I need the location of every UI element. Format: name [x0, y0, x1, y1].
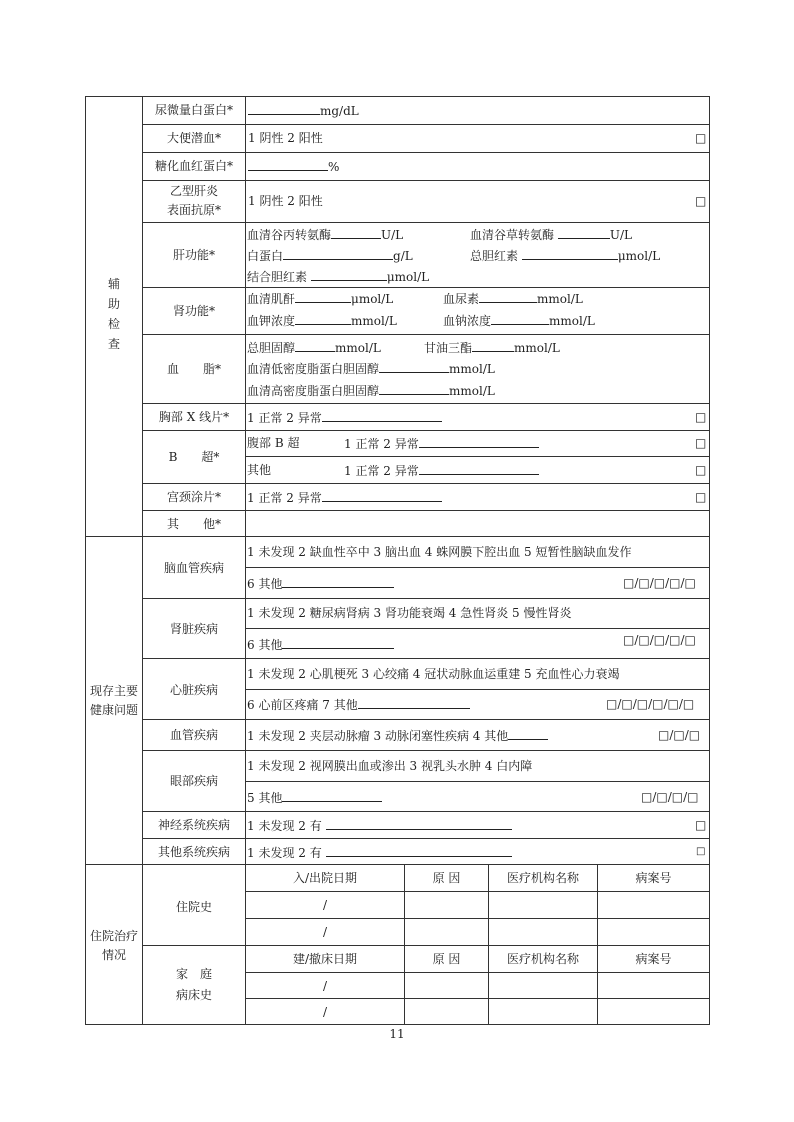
row-label-kidney: 肾功能* — [172, 304, 215, 318]
column-divider — [245, 96, 246, 1025]
options-eye: 1 未发现 2 视网膜出血或渗出 3 视乳头水肿 4 白内障 — [247, 759, 533, 773]
section-divider — [85, 536, 710, 537]
options-stool-blood: 1 阴性 2 阳性 — [248, 131, 323, 145]
cell-home-bed-reason-1[interactable] — [405, 974, 488, 997]
field-creatinine[interactable] — [247, 291, 393, 306]
row-label-renal: 肾脏疾病 — [169, 622, 218, 636]
header-record-number: 病案号 — [635, 871, 672, 885]
table-border-bottom — [85, 1024, 710, 1025]
field-neurological[interactable] — [247, 818, 512, 833]
label: 总胆固醇 — [247, 341, 296, 355]
unit: μmol/L — [617, 249, 661, 263]
label: 结合胆红素 — [247, 270, 308, 284]
unit: U/L — [609, 228, 632, 242]
options: 1 正常 2 异常 — [247, 411, 322, 425]
field-sodium[interactable] — [443, 313, 595, 328]
divider — [142, 658, 710, 659]
cell-home-bed-institution-1[interactable] — [489, 974, 597, 997]
field-other-system[interactable] — [247, 845, 512, 860]
divider — [142, 598, 710, 599]
field-albumin[interactable] — [247, 248, 413, 263]
unit: U/L — [381, 228, 404, 242]
table-border-left — [85, 96, 86, 1025]
cell-inpatient-record-2[interactable] — [598, 920, 709, 944]
row-label-home-bed-1: 家 庭 — [175, 967, 212, 981]
options: 1 未发现 2 夹层动脉瘤 3 动脉闭塞性疾病 4 其他 — [247, 729, 509, 743]
label: 6 心前区疼痛 7 其他 — [247, 698, 358, 712]
unit: mmol/L — [449, 384, 495, 398]
label-other-b-ultrasound: 其他 — [247, 463, 272, 477]
checkbox-other-b-ultrasound[interactable]: □ — [695, 463, 707, 477]
unit: g/L — [393, 249, 413, 263]
page-number: 11 — [389, 1027, 405, 1041]
row-label-pap-smear: 宫颈涂片* — [166, 490, 221, 504]
label: 6 其他 — [247, 638, 283, 652]
divider — [245, 567, 710, 568]
divider — [142, 124, 710, 125]
divider — [142, 430, 710, 431]
row-label-liver: 肝功能* — [172, 248, 215, 262]
field-triglyceride[interactable] — [424, 340, 560, 355]
row-label-stool-blood: 大便潜血* — [166, 131, 221, 145]
row-label-b-ultrasound: B 超* — [168, 450, 220, 464]
section-divider — [85, 864, 710, 865]
field-total-bilirubin[interactable] — [470, 248, 660, 263]
cell-home-bed-reason-2[interactable] — [405, 1000, 488, 1023]
cell-inpatient-reason-1[interactable] — [405, 893, 488, 917]
label: 总胆红素 — [470, 249, 519, 263]
checkbox-hbsag[interactable]: □ — [695, 194, 707, 208]
unit: mmol/L — [514, 341, 560, 355]
row-label-heart: 心脏疾病 — [169, 683, 218, 697]
unit: mmol/L — [549, 314, 595, 328]
label: 血清谷丙转氨酶 — [247, 228, 332, 242]
options-heart: 1 未发现 2 心肌梗死 3 心绞痛 4 冠状动脉血运重建 5 充血性心力衰竭 — [247, 667, 620, 681]
divider — [245, 918, 710, 919]
checkbox-abdominal-b-ultrasound[interactable]: □ — [695, 436, 707, 450]
field-pap-smear[interactable] — [247, 490, 442, 505]
divider — [245, 781, 710, 782]
divider — [245, 998, 710, 999]
divider — [142, 945, 710, 946]
row-label-vascular: 血管疾病 — [169, 728, 218, 742]
row-label-hbsag-2: 表面抗原* — [166, 203, 221, 217]
checkbox-pap-smear[interactable]: □ — [695, 490, 707, 504]
divider — [142, 838, 710, 839]
divider — [142, 152, 710, 153]
divider — [142, 287, 710, 288]
section-label-hospitalization-2: 情况 — [101, 948, 126, 962]
header-institution: 医疗机构名称 — [506, 871, 579, 885]
divider — [245, 972, 710, 973]
unit: mmol/L — [537, 292, 583, 306]
field-hba1c[interactable] — [248, 159, 339, 174]
field-ldl[interactable] — [247, 361, 495, 376]
options: 1 正常 2 异常 — [344, 464, 419, 478]
options: 1 正常 2 异常 — [247, 491, 322, 505]
divider — [142, 483, 710, 484]
header-record-number: 病案号 — [635, 952, 672, 966]
cell-home-bed-date-2[interactable]: / — [322, 1005, 328, 1019]
table-border-top — [85, 96, 710, 97]
unit: μmol/L — [386, 270, 430, 284]
cell-inpatient-date-1[interactable]: / — [322, 898, 328, 912]
cell-inpatient-record-1[interactable] — [598, 893, 709, 917]
divider — [245, 689, 710, 690]
divider — [245, 628, 710, 629]
table-border-right — [709, 96, 710, 1025]
field-hdl[interactable] — [247, 383, 495, 398]
field-other-b-ultrasound[interactable] — [344, 463, 539, 478]
row-label-chest-xray: 胸部 X 线片* — [158, 410, 230, 424]
header-reason: 原 因 — [432, 952, 461, 966]
checkbox-chest-xray[interactable]: □ — [695, 410, 707, 424]
field-total-cholesterol[interactable] — [247, 340, 381, 355]
row-label-neurological: 神经系统疾病 — [157, 818, 230, 832]
header-institution: 医疗机构名称 — [506, 952, 579, 966]
divider — [142, 222, 710, 223]
section-label-health-problems-2: 健康问题 — [89, 703, 138, 717]
divider — [142, 180, 710, 181]
field-cerebrovascular-other[interactable] — [247, 576, 394, 591]
header-admission-date: 入/出院日期 — [292, 871, 358, 885]
row-label-hba1c: 糖化血红蛋白* — [154, 159, 233, 173]
label: 6 其他 — [247, 577, 283, 591]
checkbox-other-system[interactable]: □ — [696, 846, 706, 857]
label: 血钠浓度 — [443, 314, 492, 328]
row-label-lipid: 血 脂* — [166, 362, 221, 376]
field-eye-other[interactable] — [247, 790, 382, 805]
field-abdominal-b-ultrasound[interactable] — [344, 436, 539, 451]
field-renal-other[interactable] — [247, 637, 394, 652]
row-label-other-system: 其他系统疾病 — [157, 845, 230, 859]
checkboxes-eye[interactable]: □/□/□/□ — [641, 790, 699, 804]
divider — [142, 334, 710, 335]
options-hbsag: 1 阴性 2 阳性 — [248, 194, 323, 208]
field-urine-protein[interactable] — [248, 103, 359, 118]
field-urea[interactable] — [443, 291, 583, 306]
cell-home-bed-record-1[interactable] — [598, 974, 709, 997]
section-label-aux-exam: 辅 助 检 查 — [107, 277, 120, 351]
section-label-hospitalization-1: 住院治疗 — [89, 929, 138, 943]
options: 1 未发现 2 有 — [247, 846, 322, 860]
divider — [142, 750, 710, 751]
checkboxes-cerebrovascular[interactable]: □/□/□/□/□ — [623, 576, 696, 590]
cell-home-bed-record-2[interactable] — [598, 1000, 709, 1023]
unit: mmol/L — [351, 314, 397, 328]
cell-inpatient-institution-1[interactable] — [489, 893, 597, 917]
row-label-other-exam: 其 他* — [166, 517, 221, 531]
header-bed-date: 建/撤床日期 — [292, 952, 358, 966]
divider — [142, 719, 710, 720]
row-label-urine-protein: 尿微量白蛋白* — [154, 103, 233, 117]
options: 1 未发现 2 有 — [247, 819, 322, 833]
checkboxes-renal[interactable]: □/□/□/□/□ — [623, 633, 696, 647]
field-chest-xray[interactable] — [247, 410, 442, 425]
divider — [245, 456, 710, 457]
section-label-health-problems-1: 现存主要 — [89, 684, 138, 698]
row-label-eye: 眼部疾病 — [169, 774, 218, 788]
cell-home-bed-institution-2[interactable] — [489, 1000, 597, 1023]
label: 血清肌酐 — [247, 292, 296, 306]
cell-inpatient-institution-2[interactable] — [489, 920, 597, 944]
row-label-home-bed-2: 病床史 — [175, 988, 212, 1002]
label: 血清谷草转氨酶 — [470, 228, 555, 242]
unit: mmol/L — [449, 362, 495, 376]
options-cerebrovascular: 1 未发现 2 缺血性卒中 3 脑出血 4 蛛网膜下腔出血 5 短暂性脑缺血发作 — [247, 545, 632, 559]
checkbox-neurological[interactable]: □ — [695, 818, 707, 832]
field-heart-other[interactable] — [247, 697, 470, 712]
label: 白蛋白 — [247, 249, 284, 263]
divider — [142, 403, 710, 404]
checkboxes-heart[interactable]: □/□/□/□/□/□ — [606, 697, 695, 711]
cell-inpatient-reason-2[interactable] — [405, 920, 488, 944]
row-label-hbsag-1: 乙型肝炎 — [169, 184, 218, 198]
label: 血钾浓度 — [247, 314, 296, 328]
field-potassium[interactable] — [247, 313, 397, 328]
field-other-exam[interactable] — [247, 512, 707, 534]
label: 5 其他 — [247, 791, 283, 805]
divider — [245, 891, 710, 892]
divider — [142, 510, 710, 511]
cell-inpatient-date-2[interactable]: / — [322, 925, 328, 939]
checkboxes-vascular[interactable]: □/□/□ — [658, 728, 701, 742]
field-vascular[interactable] — [247, 728, 548, 743]
field-direct-bilirubin[interactable] — [247, 269, 429, 284]
label-abdominal-b-ultrasound: 腹部 B 超 — [247, 436, 300, 450]
row-label-inpatient-history: 住院史 — [175, 900, 212, 914]
header-reason: 原 因 — [432, 871, 461, 885]
label: 甘油三酯 — [424, 341, 473, 355]
row-label-cerebrovascular: 脑血管疾病 — [163, 561, 224, 575]
options-renal: 1 未发现 2 糖尿病肾病 3 肾功能衰竭 4 急性肾炎 5 慢性肾炎 — [247, 606, 572, 620]
label: 血清高密度脂蛋白胆固醇 — [247, 384, 380, 398]
label: 血清低密度脂蛋白胆固醇 — [247, 362, 380, 376]
divider — [142, 811, 710, 812]
cell-home-bed-date-1[interactable]: / — [322, 979, 328, 993]
unit: mg/dL — [320, 104, 359, 118]
unit: μmol/L — [351, 292, 394, 306]
unit: mmol/L — [335, 341, 381, 355]
field-ast[interactable] — [470, 227, 632, 242]
field-alt[interactable] — [247, 227, 403, 242]
label: 血尿素 — [443, 292, 480, 306]
checkbox-stool-blood[interactable]: □ — [695, 131, 707, 145]
unit: % — [328, 160, 340, 174]
options: 1 正常 2 异常 — [344, 437, 419, 451]
